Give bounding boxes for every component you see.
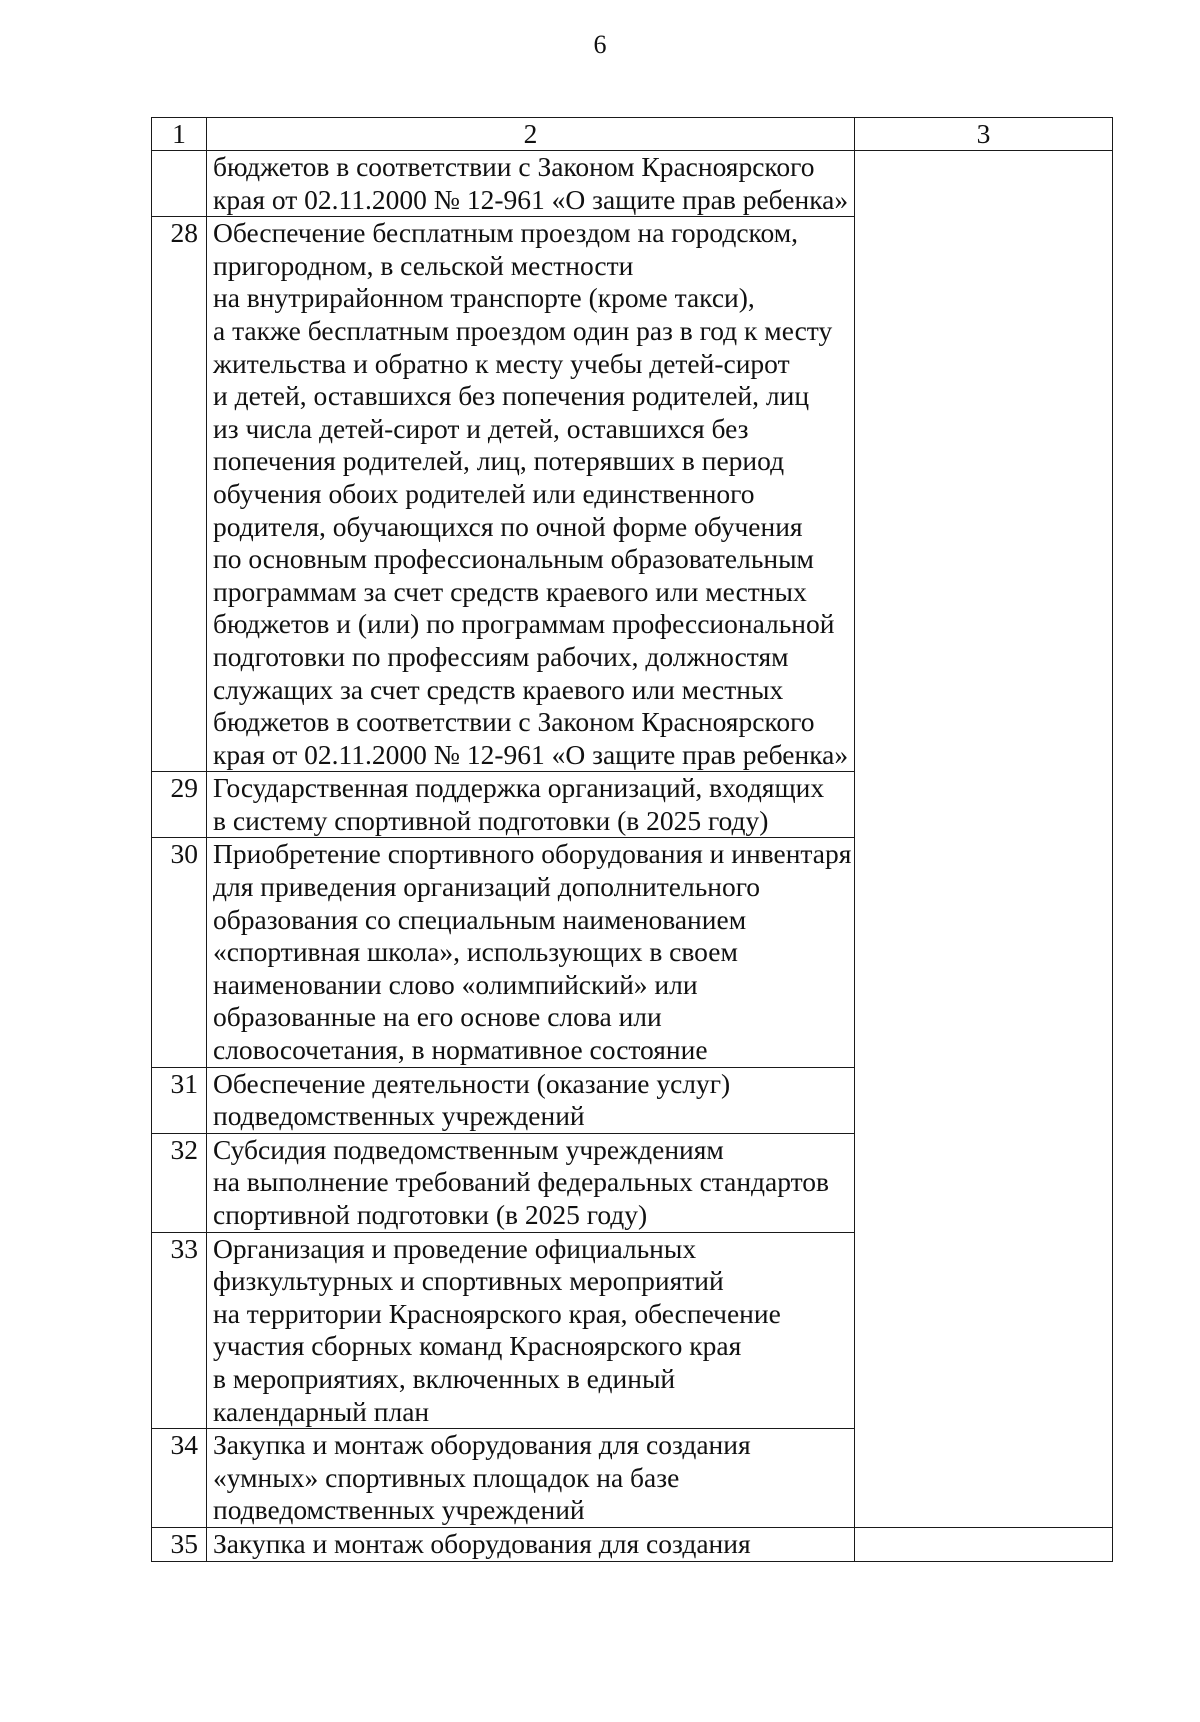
row-number: 33 [152, 1232, 207, 1429]
row-text: Субсидия подведомственным учреждениям на выполнение требований федеральных стандартов спортивной подготовки (в 2025 году) [207, 1133, 855, 1232]
row-text: Приобретение спортивного оборудования и инвентаря для приведения организаций дополнительного образования со специальным наименованием «спортивная школа», использующих в своем наименовании слово «олимпийский» или образованные на его основе слова или словосочетания, в нормативное состояние [207, 838, 855, 1067]
row-number: 29 [152, 772, 207, 838]
column-header-1: 1 [152, 118, 207, 151]
column-3-cell [855, 1527, 1113, 1561]
row-text: Обеспечение деятельности (оказание услуг) подведомственных учреждений [207, 1067, 855, 1133]
page-number: 6 [593, 30, 607, 59]
budget-measures-table [151, 117, 1113, 1562]
row-number: 30 [152, 838, 207, 1067]
column-header-2: 2 [207, 118, 855, 151]
row-number: 28 [152, 217, 207, 772]
row-text: Государственная поддержка организаций, входящих в систему спортивной подготовки (в 2025 году) [207, 772, 855, 838]
column-3-cell [855, 151, 1113, 1528]
table-row [152, 151, 1113, 217]
row-text: Обеспечение бесплатным проездом на городском, пригородном, в сельской местности на внутрирайонном транспорте (кроме такси), а также бесплатным проездом один раз в год к месту жительства и обратно к месту учебы детей-сирот и детей, оставшихся без попечения родителей, лиц из числа детей-сирот и детей, оставшихся без попечения родителей, лиц, потерявших в период обучения обоих родителей или единственного родителя, обучающихся по очной форме обучения по основным профессиональным образовательным программам за счет средств краевого или местных бюджетов и (или) по программам профессиональной подготовки по профессиям рабочих, должностям служащих за счет средств краевого или местных бюджетов в соответствии с Законом Красноярского края от 02.11.2000 № 12-961 «О защите прав ребенка» [207, 217, 855, 772]
row-text: Закупка и монтаж оборудования для создания [207, 1527, 855, 1561]
row-number: 34 [152, 1429, 207, 1528]
row-number [152, 151, 207, 217]
row-number: 35 [152, 1527, 207, 1561]
table-header-row [152, 118, 1113, 151]
row-text: Организация и проведение официальных физкультурных и спортивных мероприятий на территории Красноярского края, обеспечение участия сборных команд Красноярского края в мероприятиях, включенных в единый календарный план [207, 1232, 855, 1429]
row-text: бюджетов в соответствии с Законом Красноярского края от 02.11.2000 № 12-961 «О защите прав ребенка» [207, 151, 855, 217]
row-number: 31 [152, 1067, 207, 1133]
table-row [152, 1527, 1113, 1561]
column-header-3: 3 [855, 118, 1113, 151]
row-number: 32 [152, 1133, 207, 1232]
row-text: Закупка и монтаж оборудования для создания «умных» спортивных площадок на базе подведомственных учреждений [207, 1429, 855, 1528]
